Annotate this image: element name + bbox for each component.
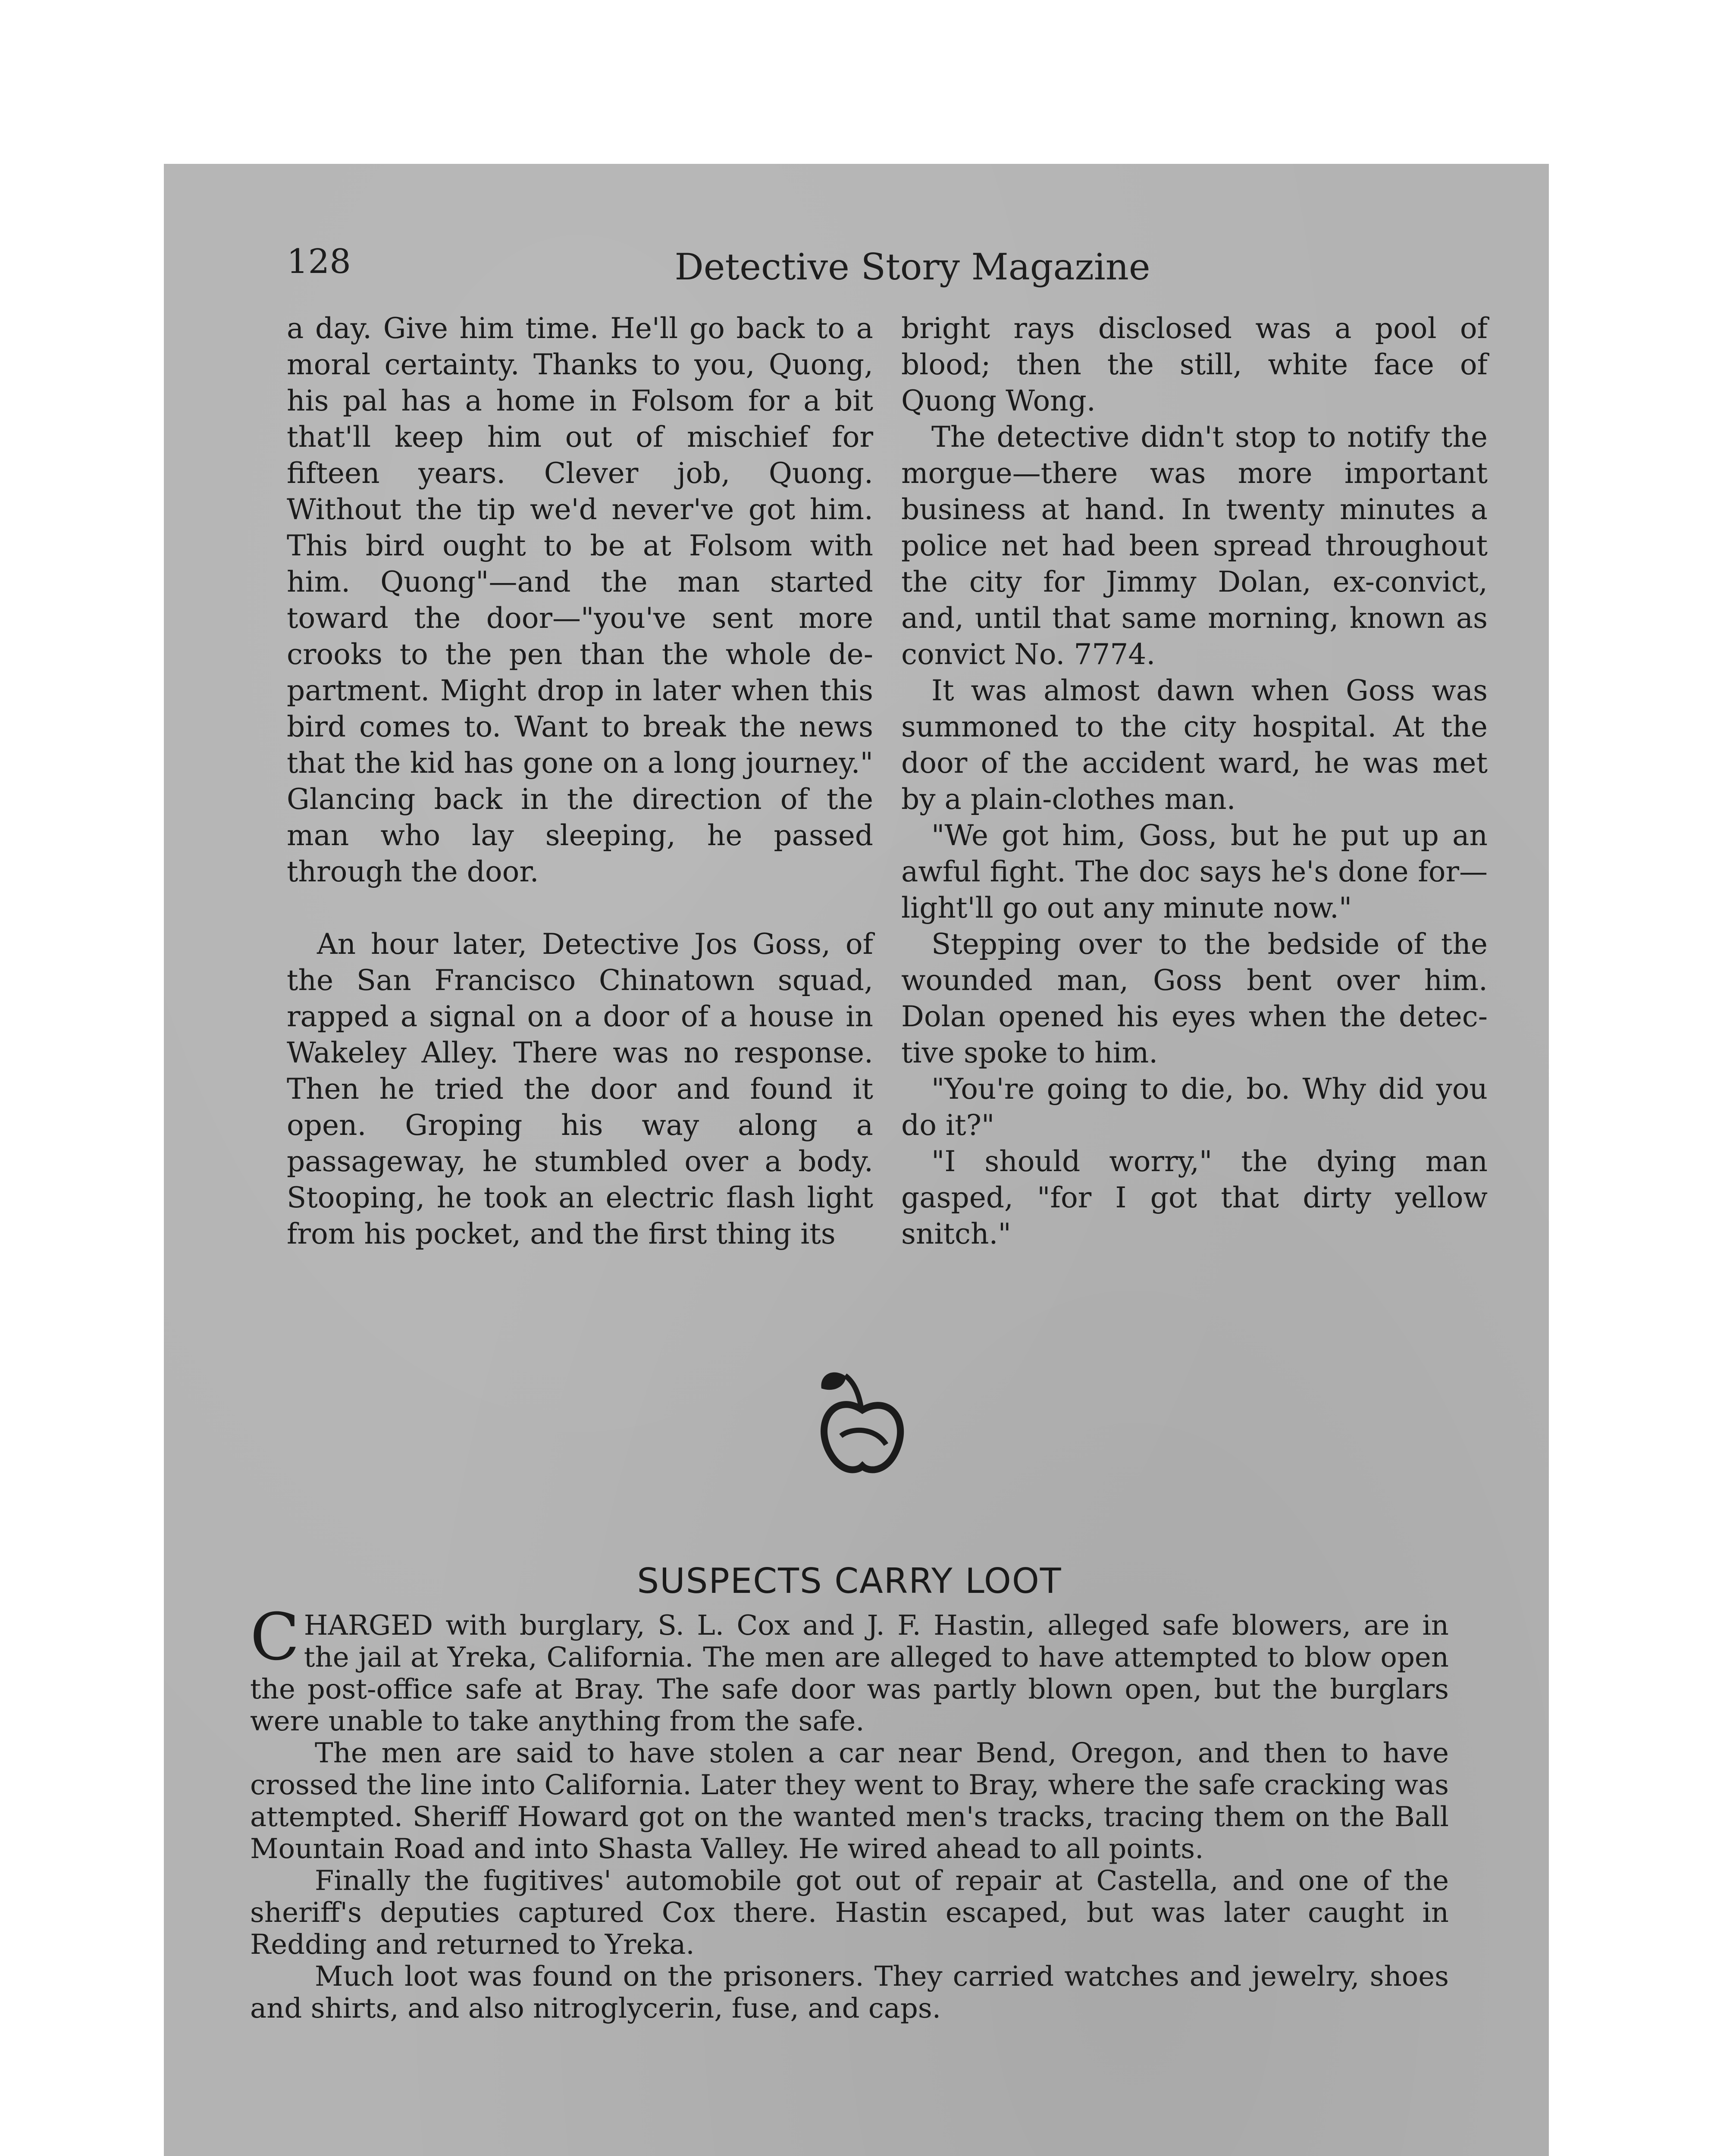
right-paragraph-1: bright rays disclosed was a pool of blood; then the still, white face of Quong Wong. [901,312,1488,417]
right-paragraph-3: It was almost dawn when Goss was summoned to the city hospital. At the door of the accident ward, he was met by a plain-clothes man. [901,674,1488,816]
right-paragraph-2: The detective didn't stop to notify the morgue—there was more important business at hand. In twenty minutes a police net had been spread throughout the city for Jimmy Dolan, ex-convict, and, until that same morning, known as convict No. 7774. [901,420,1488,671]
article-suspects-carry-loot [250,1561,1449,2024]
running-head-title: Detective Story Magazine [674,246,1150,288]
left-column [287,310,873,1252]
drop-cap: C [250,1600,300,1675]
apple-leaf-ornament-icon [811,1363,914,1483]
article-paragraph-4: Much loot was found on the prisoners. They carried watches and jewelry, shoes and shirts, and also nitroglycerin, fuse, and caps. [250,1961,1449,2024]
article-lead-text: HARGED with burglary, S. L. Cox and J. F. Hastin, alleged safe blowers, are in the jail at Yreka, California. The men are alleged to have attempted to blow open the post-office safe at Bray. The safe door was partly blown open, but the burglars were unable to take anything from the safe. [250,1610,1449,1737]
left-paragraph-2: An hour later, Detective Jos Goss, of the San Francisco Chinatown squad, rapped a signal on a door of a house in Wakeley Alley. There was no response. Then he tried the door and found it open. Groping his way along a passageway, he stumbled over a body. Stooping, he took an electric flash light from his pocket, and the first thing its [287,928,873,1250]
right-paragraph-4: "We got him, Goss, but he put up an awful fight. The doc says he's done for—light'll go out any minute now." [901,819,1488,924]
left-paragraph-1: a day. Give him time. He'll go back to a moral certainty. Thanks to you, Quong, his pal has a home in Folsom for a bit that'll keep him out of mischief for fifteen years. Clever job, Quong. Without the tip we'd never've got him. This bird ought to be at Folsom with him. Quong"—and the man started toward the door—"you've sent more crooks to the pen than the whole department. Might drop in later when this bird comes to. Want to break the news that the kid has gone on a long journey." Glancing back in the direction of the man who lay sleeping, he passed through the door. [287,312,873,888]
right-column [901,310,1488,1252]
article-paragraph-3: Finally the fugitives' automobile got out of repair at Castella, and one of the sheriff's deputies captured Cox there. Hastin escaped, but was later caught in Redding and returned to Yreka. [250,1865,1449,1961]
magazine-page-scan [164,164,1549,2156]
right-paragraph-5: Stepping over to the bedside of the wounded man, Goss bent over him. Dolan opened his eyes when the detective spoke to him. [901,928,1488,1069]
right-paragraph-6: "You're going to die, bo. Why did you do it?" [901,1072,1488,1142]
article-title: SUSPECTS CARRY LOOT [637,1561,1062,1601]
page-number: 128 [287,242,351,281]
right-paragraph-7: "I should worry," the dying man gasped, "for I got that dirty yellow snitch." [901,1145,1488,1250]
article-paragraph-2: The men are said to have stolen a car near Bend, Oregon, and then to have crossed the line into California. Later they went to Bray, where the safe cracking was attempted. Sheriff Howard got on the wanted men's tracks, tracing them on the Ball Mountain Road and into Shasta Valley. He wired ahead to all points. [250,1737,1449,1865]
article-lead-paragraph [250,1600,1449,1737]
